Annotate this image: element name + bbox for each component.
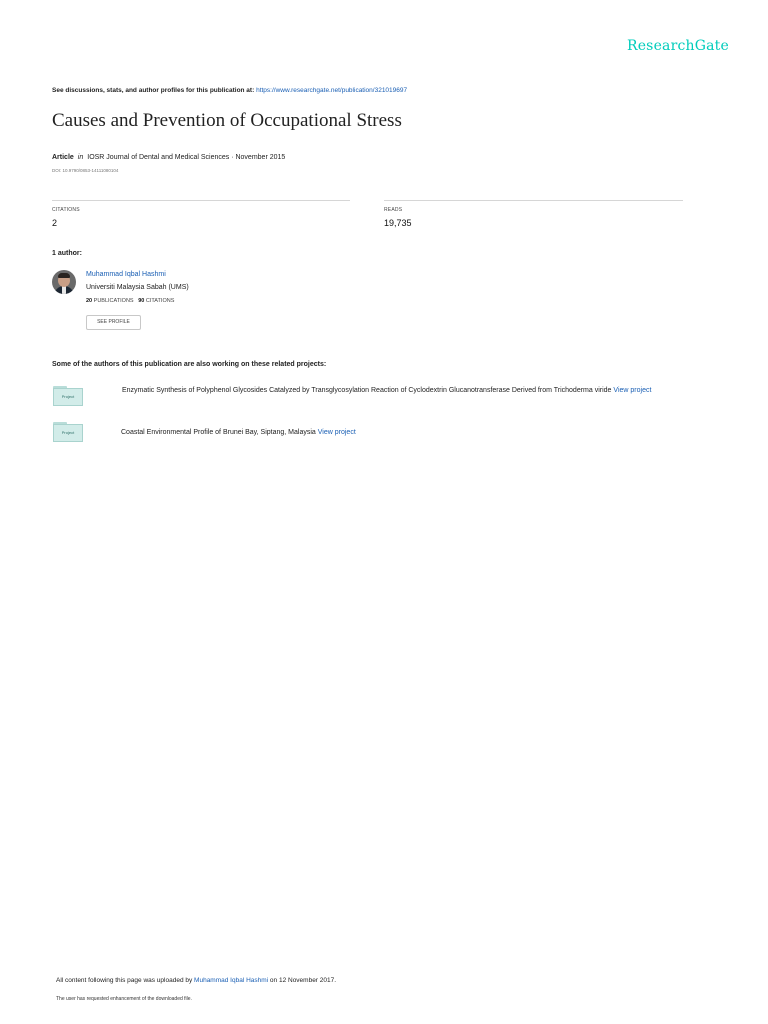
view-project-link[interactable]: View project xyxy=(613,387,652,394)
project-title: Coastal Environmental Profile of Brunei Bay, Siptang, Malaysia xyxy=(121,429,316,436)
project-item xyxy=(122,385,707,397)
doi-text: DOI: 10.9790/0853-14111080104 xyxy=(52,168,119,173)
publications-count: 20 xyxy=(86,298,93,304)
author-avatar[interactable] xyxy=(52,270,76,294)
citations-label: CITATIONS xyxy=(52,207,80,213)
see-profile-button[interactable]: SEE PROFILE xyxy=(86,315,141,330)
reads-divider xyxy=(384,200,683,201)
enhancement-note: The user has requested enhancement of the downloaded file. xyxy=(56,996,192,1002)
author-citations-label: CITATIONS xyxy=(145,298,175,304)
project-title: Enzymatic Synthesis of Polyphenol Glycosides Catalyzed by Transglycosylation Reaction of Cyclodextrin Glucanotransferase Derived from Trichoderma viride xyxy=(122,387,612,394)
citations-value: 2 xyxy=(52,218,58,228)
reads-value: 19,735 xyxy=(384,218,412,228)
project-icon-label: Project xyxy=(53,388,83,406)
author-name-link[interactable]: Muhammad Iqbal Hashmi xyxy=(86,271,166,278)
projects-heading: Some of the authors of this publication are also working on these related projects: xyxy=(52,361,327,368)
upload-suffix: on 12 November 2017. xyxy=(269,977,337,984)
paper-meta xyxy=(52,154,285,161)
journal-name[interactable]: IOSR Journal of Dental and Medical Sciences · November 2015 xyxy=(87,154,286,161)
uploader-link[interactable]: Muhammad Iqbal Hashmi xyxy=(194,977,269,984)
upload-prefix: All content following this page was uploaded by xyxy=(56,977,193,984)
project-item xyxy=(121,427,706,439)
reads-label: READS xyxy=(384,207,403,213)
paper-title: Causes and Prevention of Occupational Stress xyxy=(52,110,402,131)
author-citations-count: 90 xyxy=(138,298,145,304)
discussions-line xyxy=(52,87,407,94)
article-type: Article xyxy=(52,154,74,161)
project-folder-icon xyxy=(53,386,83,406)
researchgate-logo[interactable]: ResearchGate xyxy=(626,38,729,54)
view-project-link[interactable]: View project xyxy=(317,429,356,436)
in-label: in xyxy=(77,154,84,161)
discussions-text: See discussions, stats, and author profiles for this publication at: xyxy=(52,87,255,94)
author-counts xyxy=(86,298,174,304)
authors-heading: 1 author: xyxy=(52,250,82,257)
project-folder-icon xyxy=(53,422,83,442)
project-icon-label: Project xyxy=(53,424,83,442)
publication-url-link[interactable]: https://www.researchgate.net/publication/321019697 xyxy=(256,87,408,94)
citations-divider xyxy=(52,200,350,201)
publications-label: PUBLICATIONS xyxy=(93,298,134,304)
author-affiliation: Universiti Malaysia Sabah (UMS) xyxy=(86,284,189,291)
upload-notice xyxy=(56,977,336,984)
